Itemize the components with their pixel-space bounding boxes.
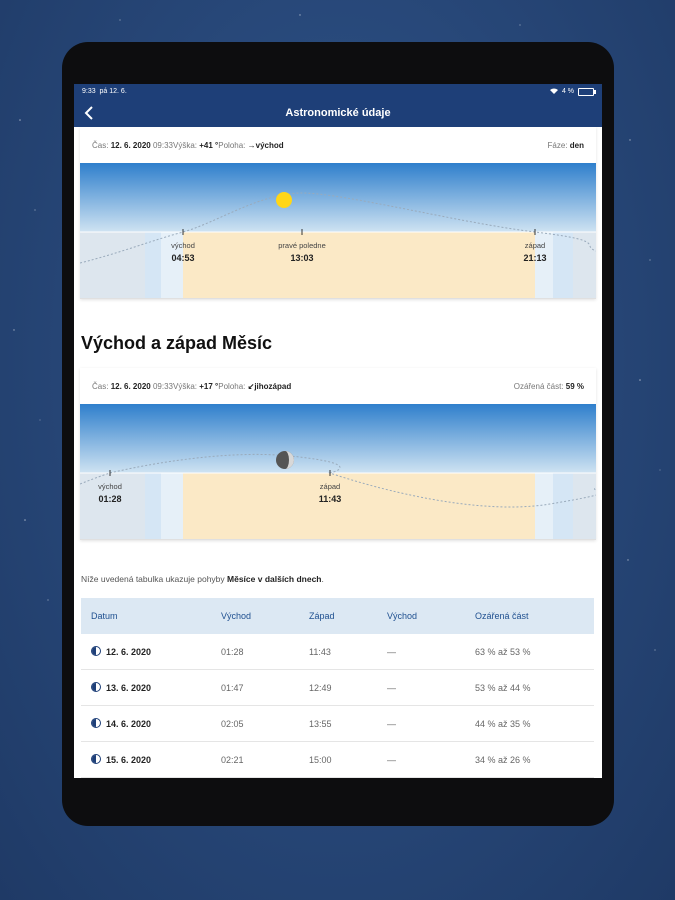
moon-section-title: Východ a západ Měsíc xyxy=(81,333,273,353)
sun-time-clock: 09:33 xyxy=(152,140,173,150)
sun-card xyxy=(80,127,596,299)
moon-phase-icon xyxy=(91,754,101,764)
moon-info-row: Čas: 12. 6. 2020 09:33 Výška: +17 ° Poloha: ↙jihozápad Ozářená část: 59 % xyxy=(92,381,584,391)
moonset-label: západ xyxy=(319,482,341,491)
battery-icon xyxy=(578,88,594,96)
moon-position-value: jihozápad xyxy=(254,381,292,391)
row-date: 14. 6. 2020 xyxy=(106,719,152,729)
row-date: 15. 6. 2020 xyxy=(106,755,152,765)
row-rise: 01:28 xyxy=(211,634,299,670)
row-rise2: — xyxy=(377,670,465,706)
sunrise-time: 04:53 xyxy=(171,253,195,263)
sun-altitude-label: Výška: xyxy=(173,140,198,150)
col-vychod: Východ xyxy=(211,598,299,634)
row-set: 13:55 xyxy=(299,706,377,742)
table-row xyxy=(81,634,594,670)
note-bold: Měsíce v dalších dnech xyxy=(227,574,322,584)
row-set: 12:49 xyxy=(299,670,377,706)
sun-marker xyxy=(276,192,292,208)
note-end: . xyxy=(321,574,324,584)
battery-percent: 4 % xyxy=(561,88,574,95)
sun-position-value: východ xyxy=(255,140,284,150)
moonrise-time: 01:28 xyxy=(98,494,122,504)
status-bar xyxy=(74,84,602,99)
sun-phase-value: den xyxy=(569,140,584,150)
row-illum: 53 % až 44 % xyxy=(465,670,594,706)
moon-altitude-label: Výška: xyxy=(173,381,198,391)
sunset-time: 21:13 xyxy=(523,253,547,263)
moonset-time: 11:43 xyxy=(318,494,342,504)
sun-time-label: Čas: xyxy=(92,140,109,150)
moon-illum-label: Ozářená část: xyxy=(513,381,564,391)
moon-time-label: Čas: xyxy=(92,381,109,391)
row-set: 15:00 xyxy=(299,742,377,778)
row-rise: 02:05 xyxy=(211,706,299,742)
moon-days-table xyxy=(81,598,594,778)
note-text: Níže uvedená tabulka ukazuje pohyby xyxy=(81,574,228,584)
row-date: 13. 6. 2020 xyxy=(106,683,152,693)
row-illum: 44 % až 35 % xyxy=(465,706,594,742)
moon-marker xyxy=(276,451,294,469)
moonrise-label: východ xyxy=(98,482,122,491)
app-bar xyxy=(74,99,602,127)
table-row xyxy=(81,670,594,706)
status-time: 9:33 xyxy=(82,88,96,95)
table-row xyxy=(81,706,594,742)
moon-altitude-value: +17 ° xyxy=(199,381,219,391)
table-header-row xyxy=(81,598,594,634)
row-rise2: — xyxy=(377,634,465,670)
moon-time-clock: 09:33 xyxy=(152,381,173,391)
moon-phase-icon xyxy=(91,718,101,728)
sun-info-row: Čas: 12. 6. 2020 09:33 Výška: +41 ° Poloha: →východ Fáze: den xyxy=(92,140,584,150)
app-screen xyxy=(74,84,602,778)
row-rise2: — xyxy=(377,742,465,778)
row-set: 11:43 xyxy=(299,634,377,670)
table-note xyxy=(74,540,602,598)
col-vychod-2: Východ xyxy=(377,598,465,634)
moon-illum-value: 59 % xyxy=(565,381,584,391)
sun-phase-label: Fáze: xyxy=(547,140,568,150)
solar-noon-time: 13:03 xyxy=(290,253,314,263)
wifi-icon xyxy=(550,88,558,95)
moon-phase-icon xyxy=(91,682,101,692)
row-rise: 02:21 xyxy=(211,742,299,778)
row-illum: 34 % až 26 % xyxy=(465,742,594,778)
sunrise-label: východ xyxy=(171,241,195,250)
back-arrow-icon[interactable] xyxy=(80,103,100,123)
row-illum: 63 % až 53 % xyxy=(465,634,594,670)
col-datum: Datum xyxy=(81,598,211,634)
moon-time-value: 12. 6. 2020 xyxy=(110,381,151,391)
solar-noon-label: pravé poledne xyxy=(278,241,326,250)
page-title: Astronomické údaje xyxy=(285,107,391,119)
row-date: 12. 6. 2020 xyxy=(106,647,152,657)
moon-phase-icon xyxy=(91,646,101,656)
row-rise2: — xyxy=(377,706,465,742)
col-ozarena-cast: Ozářená část xyxy=(465,598,594,634)
col-zapad: Západ xyxy=(299,598,377,634)
moon-card xyxy=(80,368,596,540)
table-row xyxy=(81,742,594,778)
row-rise: 01:47 xyxy=(211,670,299,706)
sun-time-value: 12. 6. 2020 xyxy=(110,140,151,150)
sun-position-label: Poloha: xyxy=(218,140,246,150)
status-date: pá 12. 6. xyxy=(99,88,127,95)
moon-path-chart xyxy=(80,404,596,539)
sun-path-chart xyxy=(80,163,596,298)
sun-altitude-value: +41 ° xyxy=(199,140,219,150)
sunset-label: západ xyxy=(524,241,546,250)
moon-position-label: Poloha: xyxy=(218,381,246,391)
